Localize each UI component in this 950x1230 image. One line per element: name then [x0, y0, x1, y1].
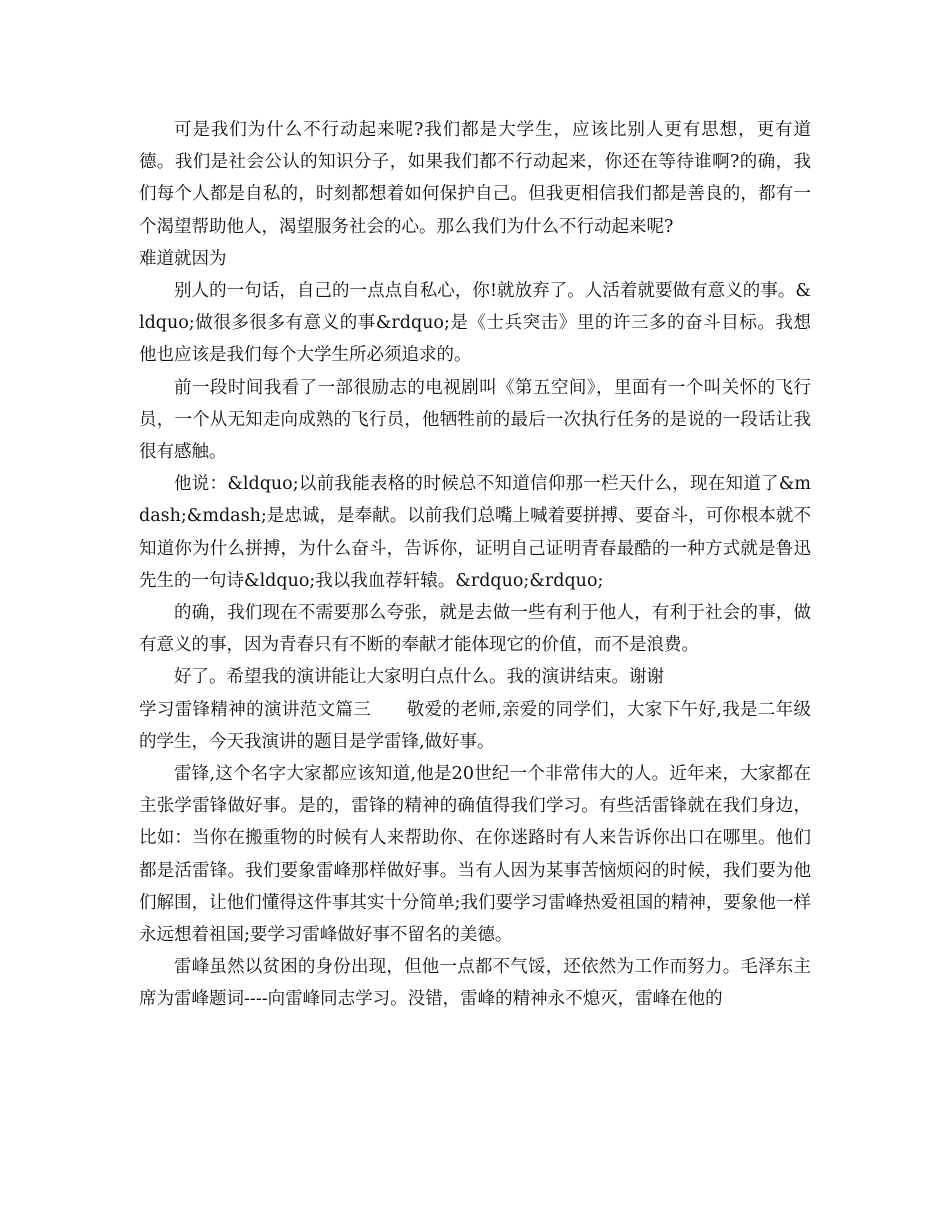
paragraph-6: 的确，我们现在不需要那么夸张，就是去做一些有利于他人，有利于社会的事，做有意义的事，因为青春只有不断的奉献才能体现它的价值，而不是浪费。 [139, 603, 811, 656]
paragraph-3: 别人的一句话，自己的一点点自私心，你!就放弃了。人活着就要做有意义的事。&ldquo;做很多很多有意义的事&rdquo;是《士兵突击》里的许三多的奋斗目标。我想他也应该是我们每个大学生所必须追求的。 [139, 281, 811, 366]
paragraph-4: 前一段时间我看了一部很励志的电视剧叫《第五空间》，里面有一个叫关怀的飞行员，一个从无知走向成熟的飞行员，他牺牲前的最后一次执行任务的是说的一段话让我很有感触。 [139, 377, 811, 463]
paragraph-7: 好了。希望我的演讲能让大家明白点什么。我的演讲结束。谢谢 [174, 667, 664, 688]
paragraph-2: 难道就因为 [139, 248, 227, 269]
paragraph-1: 可是我们为什么不行动起来呢?我们都是大学生，应该比别人更有思想，更有道德。我们是社会公认的知识分子，如果我们都不行动起来，你还在等待谁啊?的确，我们每个人都是自私的，时刻都想着如何保护自己。但我更相信我们都是善良的，都有一个渴望帮助他人，渴望服务社会的心。那么我们为什么不行动起来呢? [139, 120, 811, 237]
paragraph-9: 雷锋,这个名字大家都应该知道,他是20世纪一个非常伟大的人。近年来，大家都在主张学雷锋做好事。是的，雷锋的精神的确值得我们学习。有些活雷锋就在我们身边，比如：当你在搬重物的时候有人来帮助你、在你迷路时有人来告诉你出口在哪里。他们都是活雷锋。我们要象雷峰那样做好事。当有人因为某事苦恼烦闷的时候，我们要为他们解围，让他们懂得这件事其实十分简单;我们要学习雷峰热爱祖国的精神，要象他一样永远想着祖国;要学习雷峰做好事不留名的美德。 [139, 764, 811, 946]
paragraph-10: 雷峰虽然以贫困的身份出现，但他一点都不气馁，还依然为工作而努力。毛泽东主席为雷峰题词----向雷峰同志学习。没错，雷峰的精神永不熄灭，雷峰在他的 [139, 957, 811, 1010]
paragraph-5: 他说：&ldquo;以前我能表格的时候总不知道信仰那一栏天什么，现在知道了&mdash;&mdash;是忠诚，是奉献。以前我们总嘴上喊着要拼搏、要奋斗，可你根本就不知道你为什么拼搏，为什么奋斗，告诉你，证明自己证明青春最酷的一种方式就是鲁迅先生的一句诗&ldquo;我以我血荐轩辕。&rdquo;&rdquo; [139, 474, 811, 591]
paragraph-8: 学习雷锋精神的演讲范文篇三 敬爱的老师,亲爱的同学们，大家下午好,我是二年级的学生，今天我演讲的题目是学雷锋,做好事。 [139, 699, 811, 752]
document-body [139, 114, 811, 1016]
